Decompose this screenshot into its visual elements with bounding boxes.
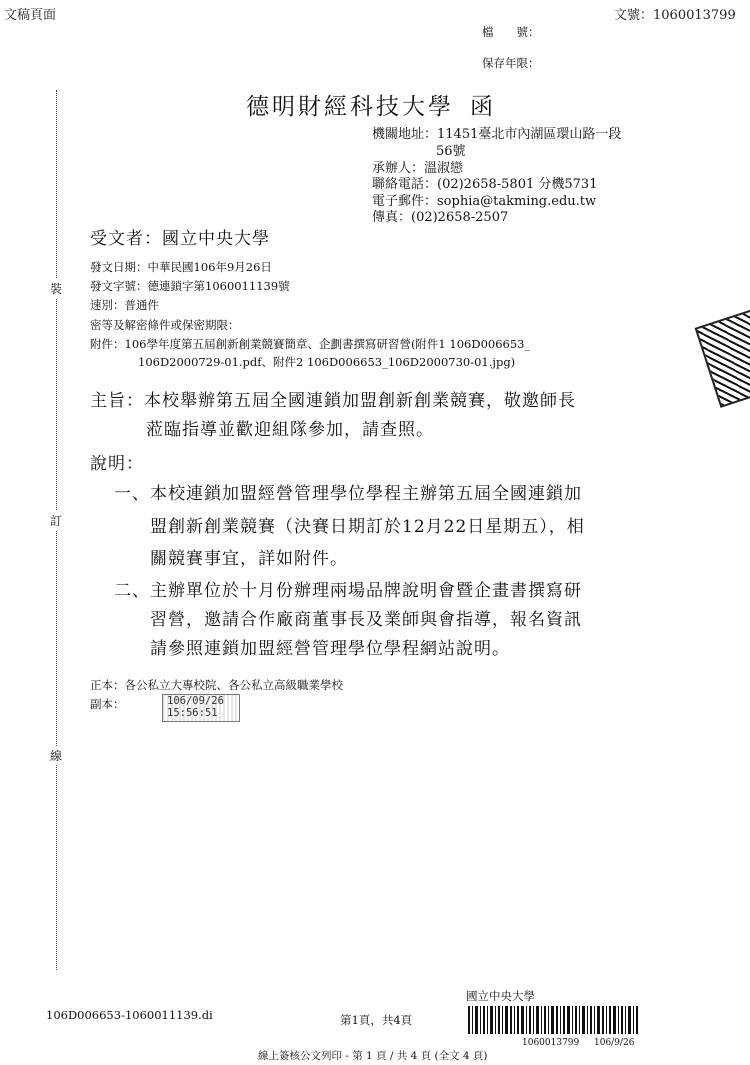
margin-mark-line: 線 [50, 746, 62, 765]
subject-line2: 蒞臨指導並歡迎組隊參加，請查照。 [146, 420, 434, 440]
margin-mark-staple: 訂 [50, 511, 62, 530]
issue-number: 發文字號：德連鎖字第1060011139號 [90, 279, 290, 293]
handler: 承辦人：溫淑戀 [372, 161, 464, 176]
issue-date: 發文日期：中華民國106年9月26日 [90, 260, 272, 274]
print-footer: 線上簽核公文列印 - 第 1 頁 / 共 4 頁 (全文 4 頁) [258, 1050, 488, 1062]
stamp-time: 15:56:51 [167, 707, 218, 719]
speed: 速別：普通件 [90, 298, 159, 312]
margin-mark-bind: 裝 [50, 279, 62, 298]
explanation-item1: 一、本校連鎖加盟經營管理學位學程主辦第五屆全國連鎖加 [114, 484, 582, 504]
explanation-item2-cont: 習營，邀請合作廠商董事長及業師與會指導，報名資訊 [150, 610, 582, 630]
main-recipients: 正本：各公私立大專校院、各公私立高級職業學校 [90, 678, 343, 692]
contact-fax: 傳真：(02)2658-2507 [372, 210, 509, 225]
explanation-item2-cont: 請參照連鎖加盟經營管理學位學程網站說明。 [150, 639, 510, 659]
received-stamp [162, 694, 240, 722]
binding-margin-line [56, 90, 57, 970]
retention-label: 保存年限： [482, 56, 540, 70]
contact-phone: 聯絡電話：(02)2658-5801 分機5731 [372, 177, 598, 192]
contact-email: 電子郵件：sophia@takming.edu.tw [372, 194, 597, 209]
document-number: 文號：1060013799 [614, 8, 736, 23]
sender-address-cont: 56號 [436, 144, 466, 159]
file-number-label: 檔 號： [482, 25, 540, 39]
copy-recipients: 副本： [90, 697, 125, 711]
secrecy: 密等及解密條件或保密期限： [90, 318, 240, 332]
sender-address: 機關地址：11451臺北市內湖區環山路一段 [372, 127, 622, 142]
attachments-line1: 附件：106學年度第五屆創新創業競賽簡章、企劃書撰寫研習營(附件1 106D006653_ [90, 337, 531, 351]
stamp-date: 106/09/26 [167, 695, 224, 707]
issuer-title: 德明財經科技大學 [246, 94, 454, 120]
official-seal [695, 308, 750, 408]
document-type: 函 [470, 94, 496, 120]
barcode-icon [466, 1004, 642, 1036]
explanation-item2: 二、主辦單位於十月份辦理兩場品牌說明會暨企畫書撰寫研 [114, 581, 582, 601]
footer-document-id: 106D006653-1060011139.di [46, 1008, 213, 1022]
explanation-item1-cont: 關競賽事宜，詳如附件。 [150, 549, 348, 569]
attachments-line2: 106D2000729-01.pdf、附件2 106D006653_106D2000730-01.jpg) [138, 355, 516, 369]
page-label: 文稿頁面 [4, 8, 57, 23]
barcode-date: 106/9/26 [594, 1038, 635, 1048]
recipient: 受文者：國立中央大學 [90, 229, 270, 249]
footer-page: 第1頁，共4頁 [340, 1013, 413, 1027]
explanation-item1-cont: 盟創新創業競賽（決賽日期訂於12月22日星期五），相 [150, 517, 585, 537]
footer-receiver: 國立中央大學 [466, 989, 535, 1003]
subject-line1: 主旨：本校舉辦第五屆全國連鎖加盟創新創業競賽，敬邀師長 [90, 391, 576, 411]
explanation-heading: 說明： [90, 454, 144, 474]
barcode-number: 1060013799 [522, 1038, 580, 1048]
